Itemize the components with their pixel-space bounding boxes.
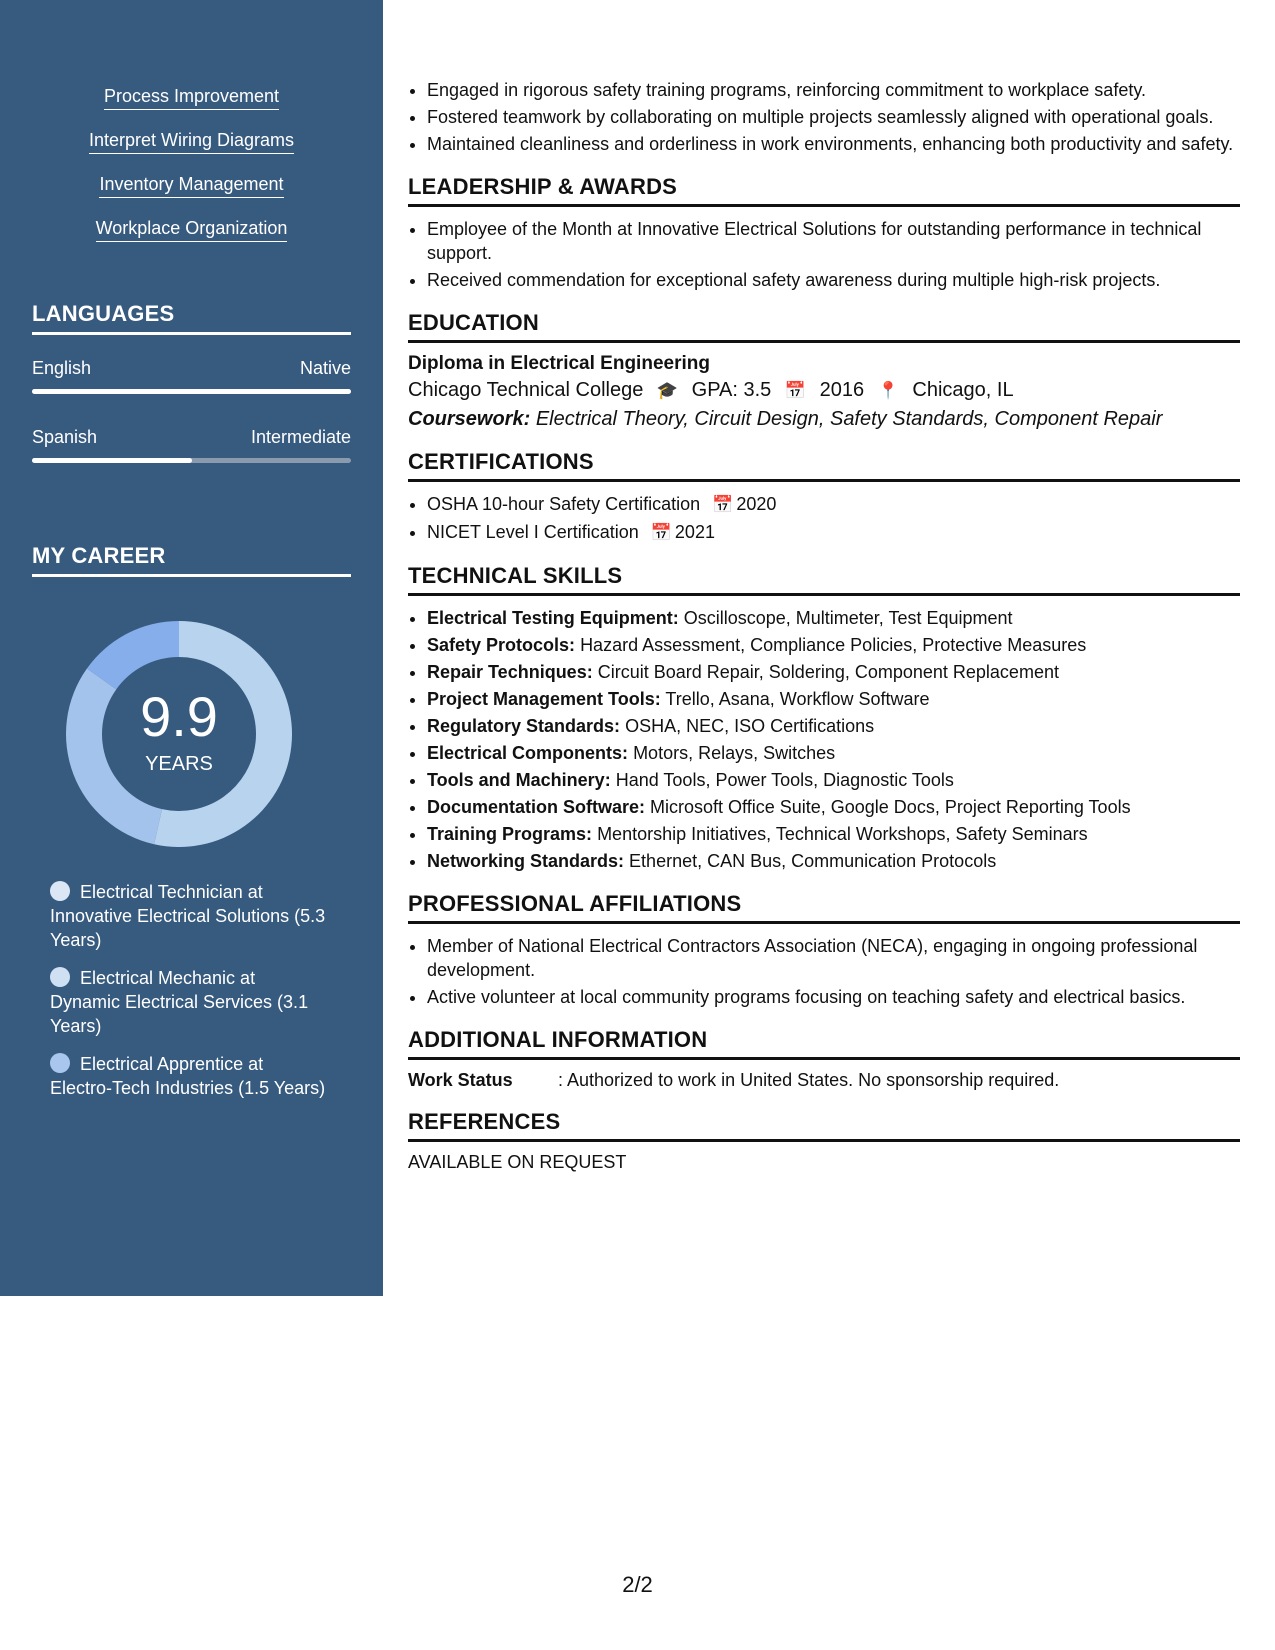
skill-category: Tools and Machinery: (427, 770, 611, 790)
skill-values: Hazard Assessment, Compliance Policies, Protective Measures (580, 635, 1087, 655)
calendar-icon: 📅 (712, 495, 734, 514)
experience-bullets (408, 78, 1240, 156)
languages-heading: LANGUAGES (32, 301, 351, 335)
language-spanish (32, 427, 351, 463)
coursework (408, 408, 1240, 431)
education-details (408, 379, 1240, 402)
skill-link[interactable]: Process Improvement (104, 86, 279, 110)
technical-skill (427, 768, 1240, 792)
coursework-list: Electrical Theory, Circuit Design, Safety Standards, Component Repair (535, 408, 1163, 430)
school-location: Chicago, IL (912, 379, 1014, 401)
references-text: AVAILABLE ON REQUEST (408, 1152, 627, 1172)
language-name: Spanish (32, 427, 98, 447)
experience-bullet: • Maintained cleanliness and orderliness in work environments, enhancing both productivity and safety. (427, 132, 1240, 156)
technical-skill (427, 660, 1240, 684)
certifications-heading: CERTIFICATIONS (408, 449, 1240, 482)
language-proficiency-fill (32, 458, 192, 463)
skill-values: Motors, Relays, Switches (633, 743, 836, 763)
career-item (50, 966, 330, 1038)
language-level: Intermediate (250, 427, 351, 447)
technical-skill (427, 741, 1240, 765)
leadership-item: • Received commendation for exceptional safety awareness during multiple high-risk projects. (427, 268, 1240, 292)
leadership-heading: LEADERSHIP & AWARDS (408, 174, 1240, 207)
calendar-icon: 📅 (650, 523, 672, 542)
technical-skills-list (408, 606, 1240, 873)
graduation-cap-icon: 🎓 (656, 381, 679, 400)
technical-skill (427, 795, 1240, 819)
work-status-value: : Authorized to work in United States. No sponsorship required. (558, 1070, 1060, 1090)
skill-link[interactable]: Workplace Organization (96, 218, 288, 242)
skill-category: Safety Protocols: (427, 635, 576, 655)
skill-category: Electrical Components: (427, 743, 629, 763)
school-name: Chicago Technical College (408, 379, 644, 401)
technical-skill (427, 822, 1240, 846)
skill-values: Microsoft Office Suite, Google Docs, Project Reporting Tools (650, 797, 1131, 817)
affiliations-heading: PROFESSIONAL AFFILIATIONS (408, 891, 1240, 924)
skill-category: Regulatory Standards: (427, 716, 621, 736)
technical-skill (427, 849, 1240, 873)
page-number: 2/2 (622, 1572, 653, 1597)
career-item-text: Electrical Mechanic at Dynamic Electrical Services (3.1 Years) (50, 968, 309, 1036)
career-item-text: Electrical Apprentice at Electro-Tech Industries (1.5 Years) (50, 1054, 326, 1098)
sidebar (0, 0, 383, 1296)
legend-dot (50, 881, 70, 901)
graduation-year: 2016 (819, 379, 865, 401)
location-pin-icon: 📍 (877, 381, 899, 400)
language-proficiency-bar (32, 458, 351, 463)
gpa: GPA: 3.5 (691, 379, 772, 401)
skill-values: Oscilloscope, Multimeter, Test Equipment (683, 608, 1013, 628)
skill-values: Hand Tools, Power Tools, Diagnostic Tools (615, 770, 954, 790)
skill-category: Electrical Testing Equipment: (427, 608, 679, 628)
career-heading: MY CAREER (32, 543, 351, 577)
career-list (50, 880, 330, 1114)
legend-dot (50, 967, 70, 987)
certification-year: 2020 (736, 494, 777, 514)
skill-category: Documentation Software: (427, 797, 646, 817)
technical-skill (427, 606, 1240, 630)
experience-bullet: • Engaged in rigorous safety training programs, reinforcing commitment to workplace safety. (427, 78, 1240, 102)
work-status (408, 1070, 1240, 1091)
leadership-item: • Employee of the Month at Innovative Electrical Solutions for outstanding performance in technical support. (427, 217, 1240, 265)
career-item (50, 880, 330, 952)
skills-list (0, 86, 383, 262)
skill-category: Training Programs: (427, 824, 593, 844)
certification-item (427, 492, 1240, 517)
skill-values: Ethernet, CAN Bus, Communication Protocols (629, 851, 997, 871)
coursework-label: Coursework: (408, 408, 531, 430)
technical-skill (427, 687, 1240, 711)
technical-skills-heading: TECHNICAL SKILLS (408, 563, 1240, 596)
certification-name: OSHA 10-hour Safety Certification (427, 494, 701, 514)
affiliations-list (408, 934, 1240, 1009)
education-heading: EDUCATION (408, 310, 1240, 343)
certification-year: 2021 (674, 522, 715, 542)
skill-category: Repair Techniques: (427, 662, 593, 682)
language-proficiency-fill (32, 389, 351, 394)
career-item (50, 1052, 330, 1100)
certification-name: NICET Level I Certification (427, 522, 639, 542)
skill-values: Circuit Board Repair, Soldering, Component Replacement (597, 662, 1059, 682)
degree-title: Diploma in Electrical Engineering (408, 353, 710, 374)
skill-link[interactable]: Inventory Management (99, 174, 283, 198)
certification-item (427, 520, 1240, 545)
leadership-list (408, 217, 1240, 292)
affiliation-item: • Member of National Electrical Contractors Association (NECA), engaging in ongoing professional development. (427, 934, 1240, 982)
work-status-label: Work Status (408, 1070, 513, 1090)
skill-values: Trello, Asana, Workflow Software (665, 689, 930, 709)
career-total-years: 9.9 (140, 685, 218, 748)
skill-values: OSHA, NEC, ISO Certifications (625, 716, 875, 736)
affiliation-item: • Active volunteer at local community programs focusing on teaching safety and electrical basics. (427, 985, 1240, 1009)
main-content (408, 78, 1240, 1173)
legend-dot (50, 1053, 70, 1073)
additional-info-heading: ADDITIONAL INFORMATION (408, 1027, 1240, 1060)
technical-skill (427, 633, 1240, 657)
skill-link[interactable]: Interpret Wiring Diagrams (89, 130, 294, 154)
skill-category: Networking Standards: (427, 851, 625, 871)
skill-values: Mentorship Initiatives, Technical Workshops, Safety Seminars (597, 824, 1088, 844)
language-level: Native (299, 358, 351, 378)
technical-skill (427, 714, 1240, 738)
career-item-text: Electrical Technician at Innovative Electrical Solutions (5.3 Years) (50, 882, 326, 950)
language-english (32, 358, 351, 394)
career-years-unit: YEARS (145, 753, 213, 775)
calendar-icon: 📅 (784, 381, 807, 400)
career-donut-label (66, 621, 292, 847)
references-heading: REFERENCES (408, 1109, 1240, 1142)
certifications-list (408, 492, 1240, 545)
experience-bullet: • Fostered teamwork by collaborating on multiple projects seamlessly aligned with operational goals. (427, 105, 1240, 129)
language-name: English (32, 358, 92, 378)
skill-category: Project Management Tools: (427, 689, 661, 709)
language-proficiency-bar (32, 389, 351, 394)
